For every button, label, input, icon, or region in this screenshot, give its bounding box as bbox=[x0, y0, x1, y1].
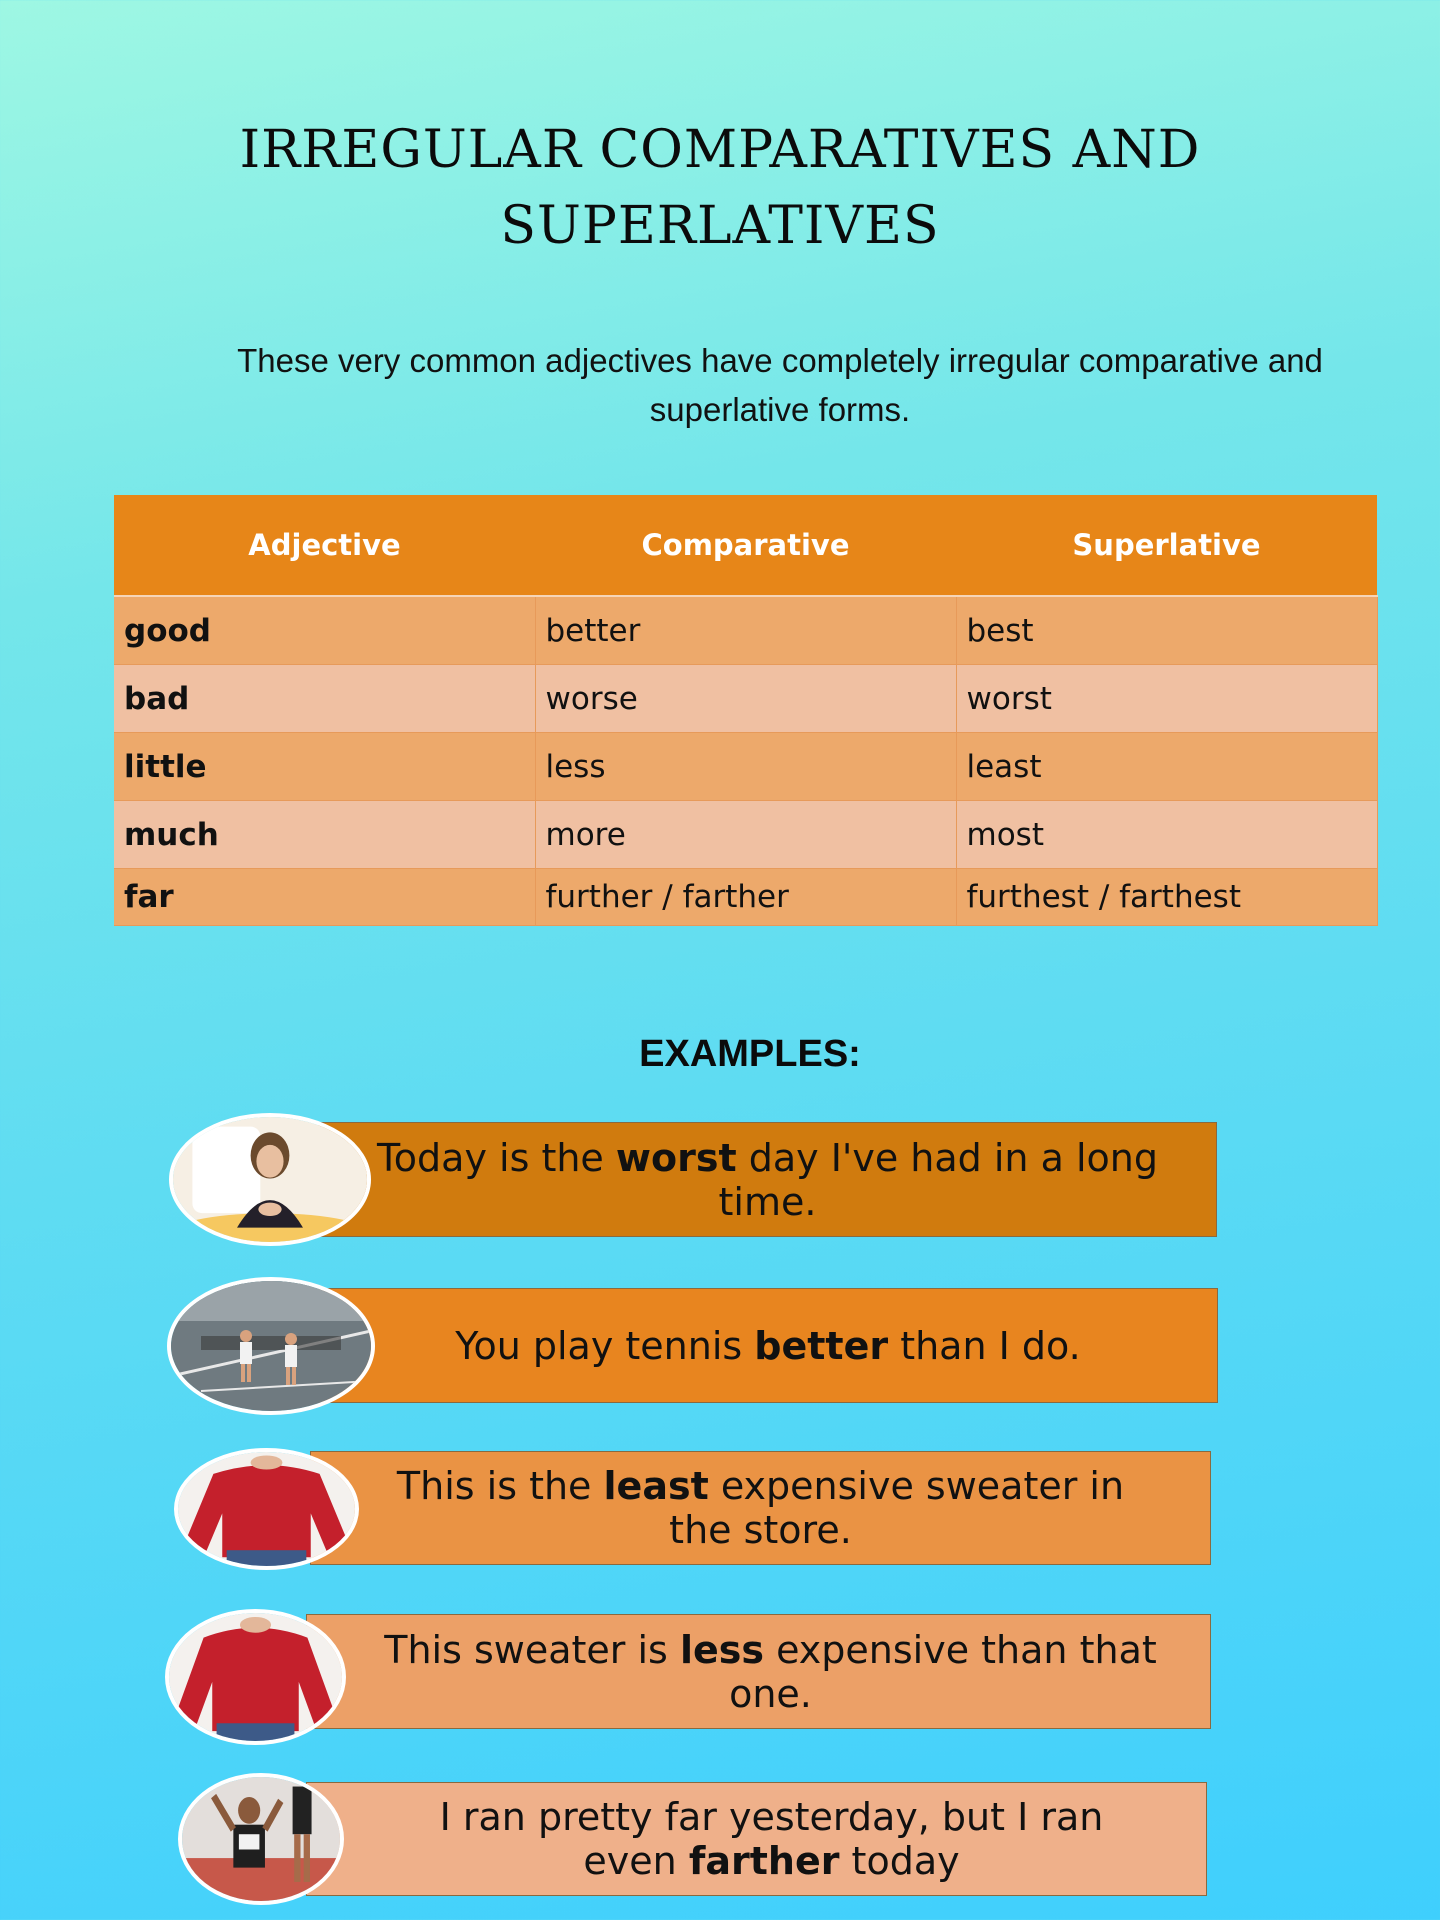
highlighted-word: least bbox=[603, 1464, 709, 1508]
example-sentence bbox=[437, 1795, 1106, 1883]
sentence-text-before: Today is the bbox=[377, 1135, 616, 1180]
sentence-text-after: day I've had in a long time. bbox=[718, 1135, 1158, 1224]
sentence-text-after: expensive than that one. bbox=[729, 1627, 1157, 1716]
header-comparative: Comparative bbox=[535, 495, 956, 596]
adjective-cell: little bbox=[114, 733, 535, 801]
adjective-cell: bad bbox=[114, 665, 535, 733]
header-adjective: Adjective bbox=[114, 495, 535, 596]
red-sweater-photo bbox=[165, 1609, 346, 1745]
highlighted-word: less bbox=[679, 1627, 764, 1672]
adjective-cell: much bbox=[114, 801, 535, 869]
sentence-text-before: This sweater is bbox=[384, 1627, 680, 1672]
example-sentence-box bbox=[306, 1614, 1211, 1729]
example-sentence-box bbox=[310, 1451, 1211, 1565]
example-sentence-box bbox=[318, 1122, 1217, 1237]
comparative-cell: further / farther bbox=[535, 869, 956, 926]
sentence-text-before: This is the bbox=[396, 1464, 604, 1508]
page-title-line-2: SUPERLATIVES bbox=[500, 196, 940, 256]
irregular-forms-table bbox=[114, 495, 1378, 926]
comparative-cell: more bbox=[535, 801, 956, 869]
red-sweater-photo bbox=[174, 1448, 359, 1570]
sentence-text-before: I ran pretty far yesterday, but I ran even bbox=[439, 1795, 1104, 1883]
examples-heading: EXAMPLES: bbox=[639, 1033, 861, 1075]
page-title-line-1: IRREGULAR COMPARATIVES AND bbox=[239, 120, 1201, 180]
highlighted-word: better bbox=[754, 1323, 889, 1368]
superlative-cell: worst bbox=[956, 665, 1377, 733]
comparative-cell: worse bbox=[535, 665, 956, 733]
example-sentence bbox=[347, 1628, 1194, 1716]
sentence-text-after: today bbox=[839, 1839, 960, 1883]
example-sentence bbox=[359, 1136, 1176, 1224]
example-sentence-box bbox=[318, 1288, 1218, 1403]
woman-sitting-bed-photo bbox=[169, 1113, 371, 1246]
example-sentence bbox=[455, 1324, 1080, 1368]
superlative-cell: furthest / farthest bbox=[956, 869, 1377, 926]
superlative-cell: best bbox=[956, 596, 1377, 665]
sentence-text-after: than I do. bbox=[888, 1323, 1081, 1368]
comparative-cell: better bbox=[535, 596, 956, 665]
sentence-text-after: expensive sweater in the store. bbox=[669, 1464, 1125, 1552]
sentence-text-before: You play tennis bbox=[455, 1323, 755, 1368]
example-sentence bbox=[361, 1464, 1160, 1552]
table-row bbox=[114, 665, 1377, 733]
comparative-cell: less bbox=[535, 733, 956, 801]
adjective-cell: far bbox=[114, 869, 535, 926]
intro-paragraph: These very common adjectives have completely irregular comparative and superlative forms. bbox=[237, 342, 1323, 428]
table-header-row bbox=[114, 495, 1377, 596]
tennis-players-photo bbox=[167, 1277, 375, 1415]
table-row bbox=[114, 596, 1377, 665]
superlative-cell: most bbox=[956, 801, 1377, 869]
runner-photo bbox=[178, 1773, 344, 1905]
page-title bbox=[0, 112, 1440, 264]
highlighted-word: worst bbox=[615, 1135, 737, 1180]
table-row bbox=[114, 869, 1377, 926]
superlative-cell: least bbox=[956, 733, 1377, 801]
table-row bbox=[114, 801, 1377, 869]
highlighted-word: farther bbox=[688, 1839, 840, 1883]
table-row bbox=[114, 733, 1377, 801]
example-sentence-box bbox=[306, 1782, 1207, 1896]
adjective-cell: good bbox=[114, 596, 535, 665]
header-superlative: Superlative bbox=[956, 495, 1377, 596]
